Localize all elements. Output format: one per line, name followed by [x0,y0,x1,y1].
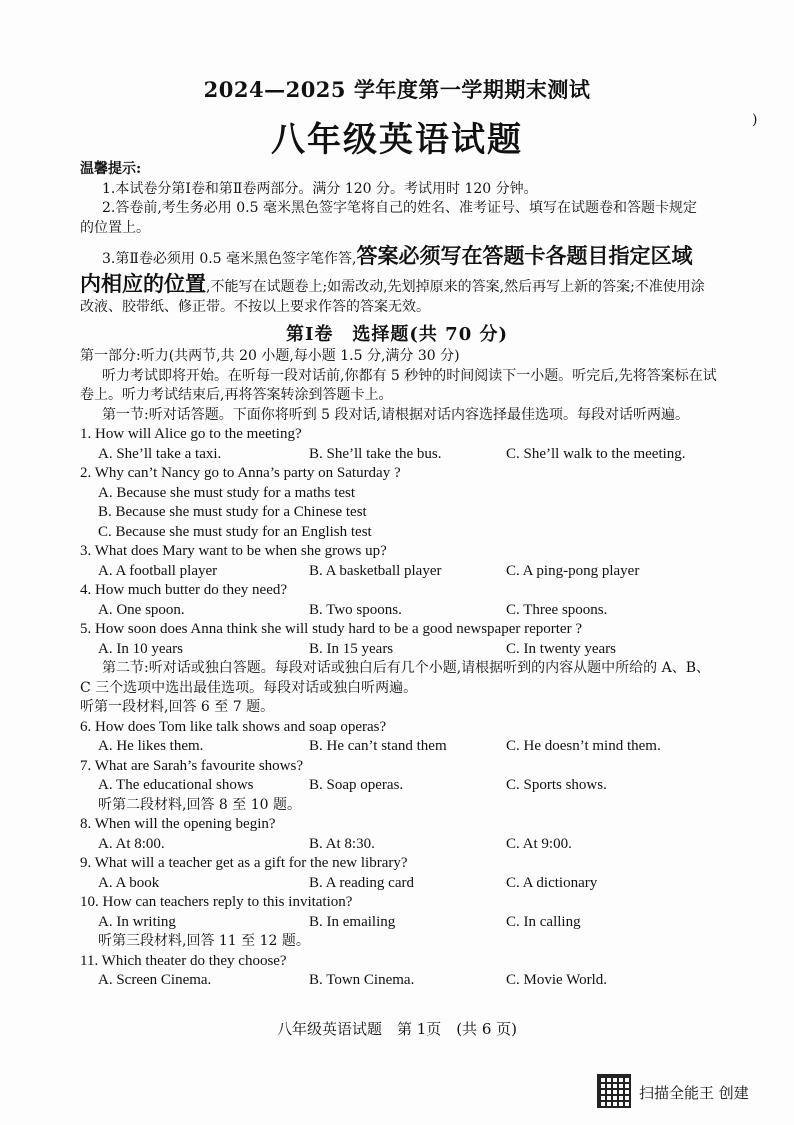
option-c: C. He doesn’t mind them. [506,738,661,754]
question-stem: 2. Why can’t Nancy go to Anna’s party on Saturday ? [80,465,401,481]
material-2-note: 听第二段材料,回答 8 至 10 题。 [98,796,301,813]
option-c: C. Sports shows. [506,777,607,793]
option-b: B. Because she must study for a Chinese test [98,504,367,520]
option-b: B. In emailing [309,913,396,930]
option-c: C. In twenty years [506,640,616,657]
part1-heading: 第一部分:听力(共两节,共 20 小题,每小题 1.5 分,满分 30 分) [80,348,460,364]
option-b: B. He can’t stand them [309,738,447,754]
scanner-watermark: 扫描全能王 创建 [639,1084,749,1102]
question-3 [80,542,720,581]
notice-block [80,160,710,318]
option-a: A. A football player [98,562,218,579]
material-3-note: 听第三段材料,回答 11 至 12 题。 [98,933,310,949]
option-a: A. She’ll take a taxi. [98,445,222,462]
question-5 [80,620,720,659]
option-a: A. Because she must study for a maths test [98,484,356,501]
part1-note: 听力考试即将开始。在听每一段对话前,你都有 5 秒钟的时间阅读下一小题。听完后,先将答案标在试卷上。听力考试结束后,再将答案转涂到答题卡上。 [80,367,717,403]
material-1-note: 听第一段材料,回答 6 至 7 题。 [80,699,275,715]
option-b: B. Soap operas. [309,777,404,793]
question-stem: 7. What are Sarah’s favourite shows? [80,757,303,774]
listening-part [80,347,720,991]
qr-code-icon [597,1074,631,1108]
option-c: C. In calling [506,913,581,930]
option-c: C. At 9:00. [506,835,572,852]
option-c: C. Because she must study for an English test [98,523,372,540]
section-heading: 第Ⅰ卷 选择题(共 70 分) [285,324,509,345]
notice-item-3-emphasis: 答案必须写在答题卡各题目指定区域内相应的位置 [80,243,693,296]
option-b: B. A basketball player [309,562,442,579]
question-stem: 3. What does Mary want to be when she grows up? [80,543,387,559]
question-7 [80,757,720,796]
option-b: B. Two spoons. [309,601,402,618]
option-a: A. In writing [98,913,176,930]
option-c: C. A dictionary [506,874,598,891]
question-stem: 8. When will the opening begin? [80,816,276,832]
question-9 [80,854,720,893]
question-6 [80,718,720,757]
exam-year-title: 2024—2025 学年度第一学期期末测试 [203,77,591,102]
notice-item-2: 2.答卷前,考生务必用 0.5 毫米黑色签字笔将自己的姓名、准考证号、填写在试题卷和答题卡规定的位置上。 [80,200,697,236]
notice-item-3 [80,242,710,318]
option-b: B. A reading card [309,874,414,891]
question-4 [80,581,720,620]
page-footer: 八年级英语试题 第 1页 (共 6 页) [276,1020,518,1038]
option-c: C. She’ll walk to the meeting. [506,445,686,462]
option-a: A. At 8:00. [98,835,165,852]
notice-item-3-pre: 3.第Ⅱ卷必须用 0.5 毫米黑色签字笔作答, [102,251,357,267]
question-stem: 10. How can teachers reply to this invitation? [80,894,353,910]
option-a: A. In 10 years [98,640,183,657]
question-1 [80,425,720,464]
option-a: A. The educational shows [98,777,254,793]
question-2 [80,464,720,542]
question-10 [80,893,720,932]
option-a: A. Screen Cinema. [98,972,212,988]
option-c: C. A ping-pong player [506,562,640,579]
option-b: B. Town Cinema. [309,972,415,988]
option-b: B. She’ll take the bus. [309,445,442,462]
option-a: A. He likes them. [98,738,204,754]
option-a: A. One spoon. [98,601,185,618]
question-stem: 11. Which theater do they choose? [80,952,287,969]
notice-item-3-post: ,不能写在试题卷上;如需改动,先划掉原来的答案,然后再写上新的答案;不准使用涂改液、胶带纸、修正带。不按以上要求作答的答案无效。 [80,279,705,315]
section2-instructions: 第二节:听对话或独白答题。每段对话或独白后有几个小题,请根据听到的内容从题中所给的 A、B、C 三个选项中选出最佳选项。每段对话或独白听两遍。 [80,660,711,696]
notice-heading: 温馨提示: [80,161,142,177]
subject-title: 八年级英语试题 [271,120,523,160]
question-11 [80,952,720,991]
question-stem: 6. How does Tom like talk shows and soap operas? [80,718,387,735]
option-b: B. At 8:30. [309,835,375,852]
question-stem: 4. How much butter do they need? [80,582,288,598]
question-stem: 9. What will a teacher get as a gift for the new library? [80,855,408,871]
notice-item-1: 1.本试卷分第Ⅰ卷和第Ⅱ卷两部分。满分 120 分。考试用时 120 分钟。 [102,180,538,197]
stray-mark: ) [752,112,758,128]
option-a: A. A book [98,874,160,891]
option-b: B. In 15 years [309,640,394,657]
option-c: C. Movie World. [506,972,608,988]
section1-instructions: 第一节:听对话答题。下面你将听到 5 段对话,请根据对话内容选择最佳选项。每段对话听两遍。 [102,406,689,423]
question-8 [80,815,720,854]
question-stem: 5. How soon does Anna think she will study hard to be a good newspaper reporter ? [80,621,582,637]
question-stem: 1. How will Alice go to the meeting? [80,426,302,442]
option-c: C. Three spoons. [506,601,608,618]
